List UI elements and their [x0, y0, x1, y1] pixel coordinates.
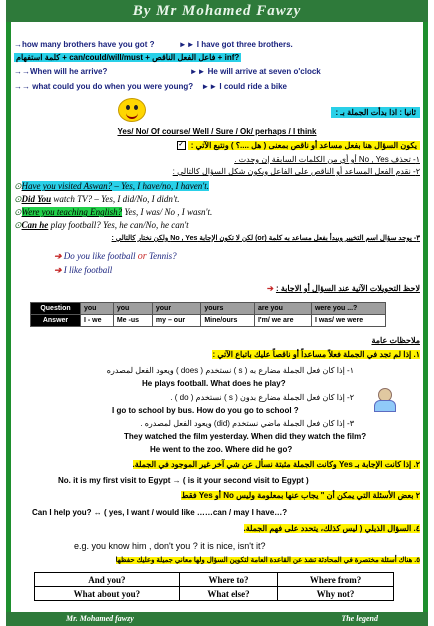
footer-band [6, 612, 428, 626]
example-have: ⊙Have you visited Aswan? – Yes, I have/no, I haven't. [14, 181, 209, 191]
formula-line [14, 53, 420, 63]
notice-title: لاحظ التحويلات الآتية عند السؤال أو الاجابة : ➔ [267, 284, 420, 293]
note-2-heading: ٢. إذا كانت الإجابة بـ Yes وكانت الجملة مثبتة نسأل عن شي آخر غير الموجود في الجملة. [132, 460, 420, 469]
short-question-cell: What else? [179, 587, 277, 601]
formula-modals: can/could/will/must [69, 53, 143, 62]
qa-question-cell: yours [201, 303, 255, 315]
example-question: →→When will he arrive? [14, 67, 108, 76]
short-question-cell: Where to? [179, 573, 277, 587]
qa-answer-cell: I - we [81, 315, 114, 327]
short-question-cell: Where from? [278, 573, 394, 587]
example-did: ⊙Did You watch TV? – Yes, I did/No, I didn't. [14, 194, 180, 204]
rule-heading: يكون السؤال هنا بفعل مساعد أو ناقص بمعنى ( هل ....؟ ) ونتبع الآتي : ✓ [14, 141, 420, 151]
or-answer: ➔ I like football [54, 265, 113, 275]
checkbox-icon: ✓ [178, 142, 184, 149]
example-question: →how many brothers have you got ? [14, 40, 155, 49]
rule-step-3: ٣- يوجد سؤال اسم التخيير ويبدأ بفعل مساعد به كلمة (or) لكن لا تكون الإجابة No , Yes ولكن نختار كالتالي : [111, 235, 420, 242]
example-answer: ►► I have got three brothers. [178, 40, 293, 49]
section2-title: ثانيا : اذا بدأت الجملة بـ : [14, 108, 420, 118]
qa-question-cell: your [152, 303, 200, 315]
note-1-example-1: He plays football. What does he play? [142, 379, 286, 388]
short-question-cell: And you? [35, 573, 180, 587]
example-can: ⊙Can he play football? Yes, he can/No, he can't [14, 220, 189, 230]
qa-question-cell: you [113, 303, 152, 315]
qa-question-cell: were you ...? [311, 303, 385, 315]
general-notes-title: ملاحظات عامة [371, 336, 420, 345]
qa-question-cell: you [81, 303, 114, 315]
short-question-cell: What about you? [35, 587, 180, 601]
note-4-example: e.g. you know him , don't you ? it is nice, isn't it? [74, 541, 266, 551]
short-questions-table [34, 572, 394, 601]
note-1-example-2: I go to school by bus. How do you go to school ? [112, 406, 299, 415]
note-3-heading: ٢ بعض الأسئلة التي يمكن أن " يجاب عنها بمعلومة وليس No أو Yes فقط [181, 491, 420, 500]
note-1-example-3: They watched the film yesterday. When did they watch the film? [124, 432, 367, 441]
formula-arabic-part2: + فاعل الفعل الناقص + [145, 53, 223, 62]
footer-author: Mr. Mohamed fawzy [66, 614, 134, 623]
worksheet-content [14, 24, 420, 610]
qa-question-cell: are you [254, 303, 311, 315]
question-answer-table [30, 302, 386, 327]
rule-step-1: ١- تحذف No , Yes أو أي من الكلمات السابقة إن وجدت . [234, 155, 420, 164]
note-3-example: Can I help you? ↔ ( yes, I want / would like ……can / may I have…? [32, 508, 288, 517]
note-1-example-4: He went to the zoo. Where did he go? [150, 445, 293, 454]
or-question: ➔ Do you like football or Tennis? [54, 251, 177, 262]
example-answer: ►► I could ride a bike [201, 82, 287, 91]
qa-answer-cell: my – our [152, 315, 200, 327]
short-question-cell: Why not? [278, 587, 394, 601]
footer-tagline: The legend [341, 614, 378, 623]
qa-answer-cell: I was/ we were [311, 315, 385, 327]
question-label: Question [31, 303, 81, 315]
note-2-example: No. it is my first visit to Egypt → ( is it your second visit to Egypt ) [58, 476, 309, 485]
example-line-1 [14, 40, 420, 50]
example-were: ⊙Were you teaching English? Yes, I was/ No , I wasn't. [14, 207, 213, 217]
qa-answer-cell: Me -us [113, 315, 152, 327]
qa-answer-cell: Mine/ours [201, 315, 255, 327]
formula-infinitive: inf? [224, 53, 240, 62]
example-question: →→ what could you do when you were young? [14, 82, 194, 91]
note-5-heading: ٥. هناك أسئلة مختصرة في المحادثة تشذ عن القاعدة العامة لتكوين السؤال ولها معاني جميلة وعليك حفظها [115, 557, 420, 564]
header-title: By Mr Mohamed Fawzy [6, 0, 428, 22]
example-line-2 [14, 67, 420, 77]
short-answer-words: Yes/ No/ Of course/ Well / Sure / Ok/ perhaps / I think [117, 127, 317, 136]
example-answer: ►► He will arrive at seven o'clock [189, 67, 321, 76]
qa-answer-cell: I'm/ we are [254, 315, 311, 327]
note-1-step-1: ١- إذا كان فعل الجملة مضارع به ( s ) نستخدم ( does ) ويعود الفعل لمصدره [106, 366, 354, 375]
formula-arabic-part1: كلمة استفهام + [16, 53, 67, 62]
example-line-3 [14, 82, 420, 92]
answer-label: Answer [31, 315, 81, 327]
note-1-heading: ١. إذا لم تجد في الجملة فعلاً مساعداً أو ناقصاً عليك باتباع الآتي : [212, 350, 420, 359]
note-1-step-3: ٣- إذا كان فعل الجملة ماضي نستخدم (did) ويعود الفعل لمصدره . [140, 419, 354, 428]
note-1-step-2: ٢- إذا كان فعل الجملة مضارع بدون ( s ) نستخدم ( do ) . [170, 393, 354, 402]
note-4-heading: ٤. السؤال الذيلي ( ليس كذلك، يتحدد على فهم الجملة. [243, 524, 420, 533]
rule-step-2: ٢- نقدم الفعل المساعد أو الناقص على الفاعل ويكون شكل السؤال كالتالي : [172, 167, 420, 176]
